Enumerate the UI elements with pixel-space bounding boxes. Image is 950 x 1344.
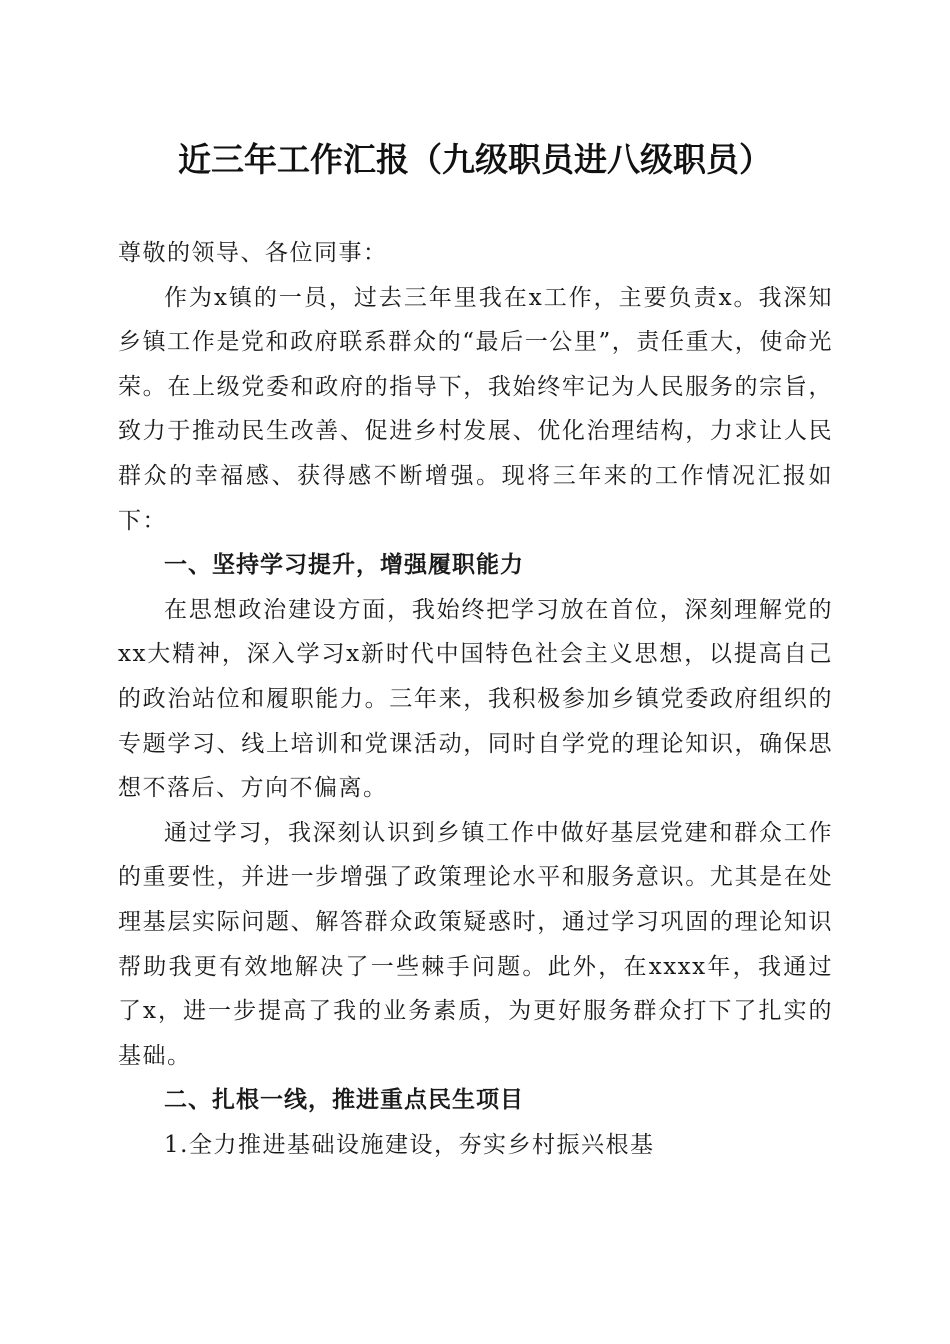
section-heading-2: 二、扎根一线，推进重点民生项目 <box>164 1087 524 1114</box>
section-heading-1: 一、坚持学习提升，增强履职能力 <box>164 552 524 579</box>
subheading-1: 1.全力推进基础设施建设，夯实乡村振兴根基 <box>164 1131 655 1158</box>
document-body <box>118 231 833 1167</box>
body-paragraph-2: 通过学习，我深刻认识到乡镇工作中做好基层党建和群众工作的重要性，并进一步增强了政策理论水平和服务意识。尤其是在处理基层实际问题、解答群众政策疑惑时，通过学习巩固的理论知识帮助我更有效地解决了一些棘手问题。此外，在xxxx年，我通过了x，进一步提高了我的业务素质，为更好服务群众打下了扎实的基础。 <box>118 819 833 1069</box>
document-title: 近三年工作汇报（九级职员进八级职员） <box>178 140 772 179</box>
body-paragraph-1: 在思想政治建设方面，我始终把学习放在首位，深刻理解党的xx大精神，深入学习x新时代中国特色社会主义思想，以提高自己的政治站位和履职能力。三年来，我积极参加乡镇党委政府组织的专题学习、线上培训和党课活动，同时自学党的理论知识，确保思想不落后、方向不偏离。 <box>118 596 833 802</box>
intro-paragraph: 作为x镇的一员，过去三年里我在x工作，主要负责x。我深知乡镇工作是党和政府联系群众的“最后一公里”，责任重大，使命光荣。在上级党委和政府的指导下，我始终牢记为人民服务的宗旨，致力于推动民生改善、促进乡村发展、优化治理结构，力求让人民群众的幸福感、获得感不断增强。现将三年来的工作情况汇报如下： <box>118 284 833 534</box>
salutation: 尊敬的领导、各位同事： <box>118 240 388 266</box>
